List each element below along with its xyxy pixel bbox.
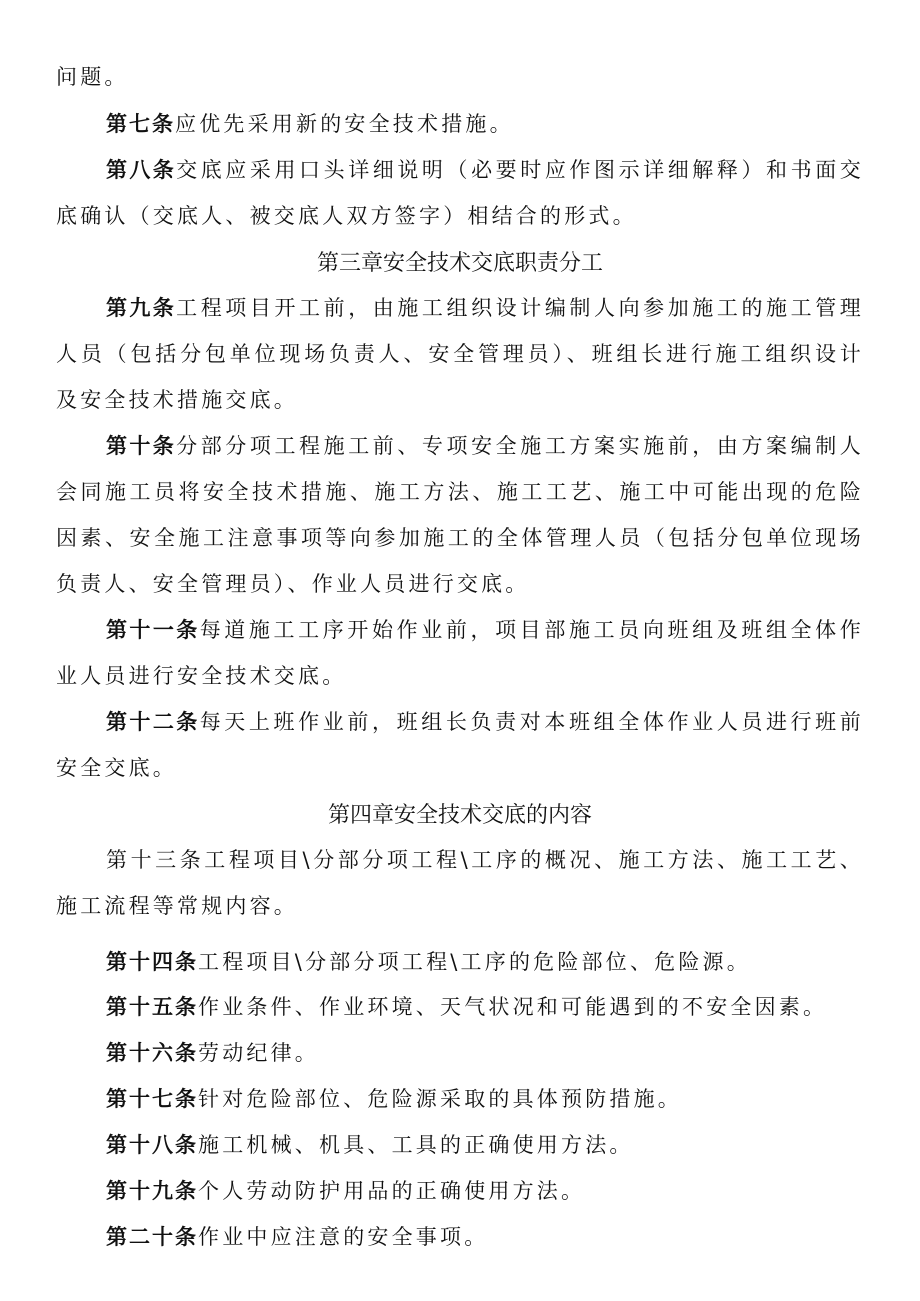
article-20 [56, 1214, 864, 1260]
article-label: 第十一条 [106, 618, 200, 642]
article-label: 第十九条 [106, 1179, 198, 1203]
article-text: 交底应采用口头详细说明（必要时应作图示详细解释）和书面交底确认（交底人、被交底人双方签字）相结合的形式。 [56, 158, 864, 228]
article-label: 第十六条 [106, 1041, 198, 1065]
article-label: 第十五条 [106, 995, 198, 1019]
article-16 [56, 1030, 864, 1076]
article-13 [56, 837, 864, 929]
article-text: 分部分项工程施工前、专项安全施工方案实施前，由方案编制人会同施工员将安全技术措施、施工方法、施工工艺、施工中可能出现的危险因素、安全施工注意事项等向参加施工的全体管理人员（包括分包单位现场负责人、安全管理员）、作业人员进行交底。 [56, 434, 864, 596]
article-label: 第九条 [106, 296, 177, 320]
article-text: 工程项目开工前，由施工组织设计编制人向参加施工的施工管理人员（包括分包单位现场负责人、安全管理员）、班组长进行施工组织设计及安全技术措施交底。 [56, 296, 864, 412]
paragraph-text: 问题。 [56, 65, 129, 89]
chapter-heading: 第三章安全技术交底职责分工 [316, 251, 603, 276]
article-text: 作业条件、作业环境、天气状况和可能遇到的不安全因素。 [198, 995, 828, 1019]
article-text: 每天上班作业前，班组长负责对本班组全体作业人员进行班前安全交底。 [56, 710, 864, 780]
article-label: 第二十条 [106, 1225, 198, 1249]
article-18 [56, 1122, 864, 1168]
article-text: 应优先采用新的安全技术措施。 [175, 112, 514, 136]
article-8 [56, 147, 864, 239]
article-12 [56, 699, 864, 791]
article-17 [56, 1076, 864, 1122]
article-11 [56, 607, 864, 699]
article-7 [56, 101, 864, 147]
article-text: 每道施工工序开始作业前，项目部施工员向班组及班组全体作业人员进行安全技术交底。 [56, 618, 864, 688]
article-label: 第十条 [106, 434, 177, 458]
article-text: 个人劳动防护用品的正确使用方法。 [198, 1179, 586, 1203]
article-label: 第十四条 [106, 950, 198, 974]
article-14 [56, 939, 864, 985]
article-text: 工程项目\分部分项工程\工序的危险部位、危险源。 [198, 950, 751, 974]
article-label: 第八条 [106, 158, 177, 182]
article-19 [56, 1168, 864, 1214]
article-text: 第十三条工程项目\分部分项工程\工序的概况、施工方法、施工工艺、施工流程等常规内容。 [56, 848, 864, 918]
article-label: 第七条 [106, 112, 175, 136]
paragraph-continuation [56, 54, 864, 100]
article-text: 施工机械、机具、工具的正确使用方法。 [198, 1133, 634, 1157]
article-text: 劳动纪律。 [198, 1041, 319, 1065]
article-text: 作业中应注意的安全事项。 [198, 1225, 489, 1249]
article-9 [56, 285, 864, 423]
article-label: 第十八条 [106, 1133, 198, 1157]
article-10 [56, 423, 864, 607]
article-text: 针对危险部位、危险源采取的具体预防措施。 [198, 1087, 682, 1111]
article-15 [56, 984, 864, 1030]
article-label: 第十七条 [106, 1087, 198, 1111]
chapter-heading: 第四章安全技术交底的内容 [327, 803, 592, 828]
article-label: 第十二条 [106, 710, 200, 734]
